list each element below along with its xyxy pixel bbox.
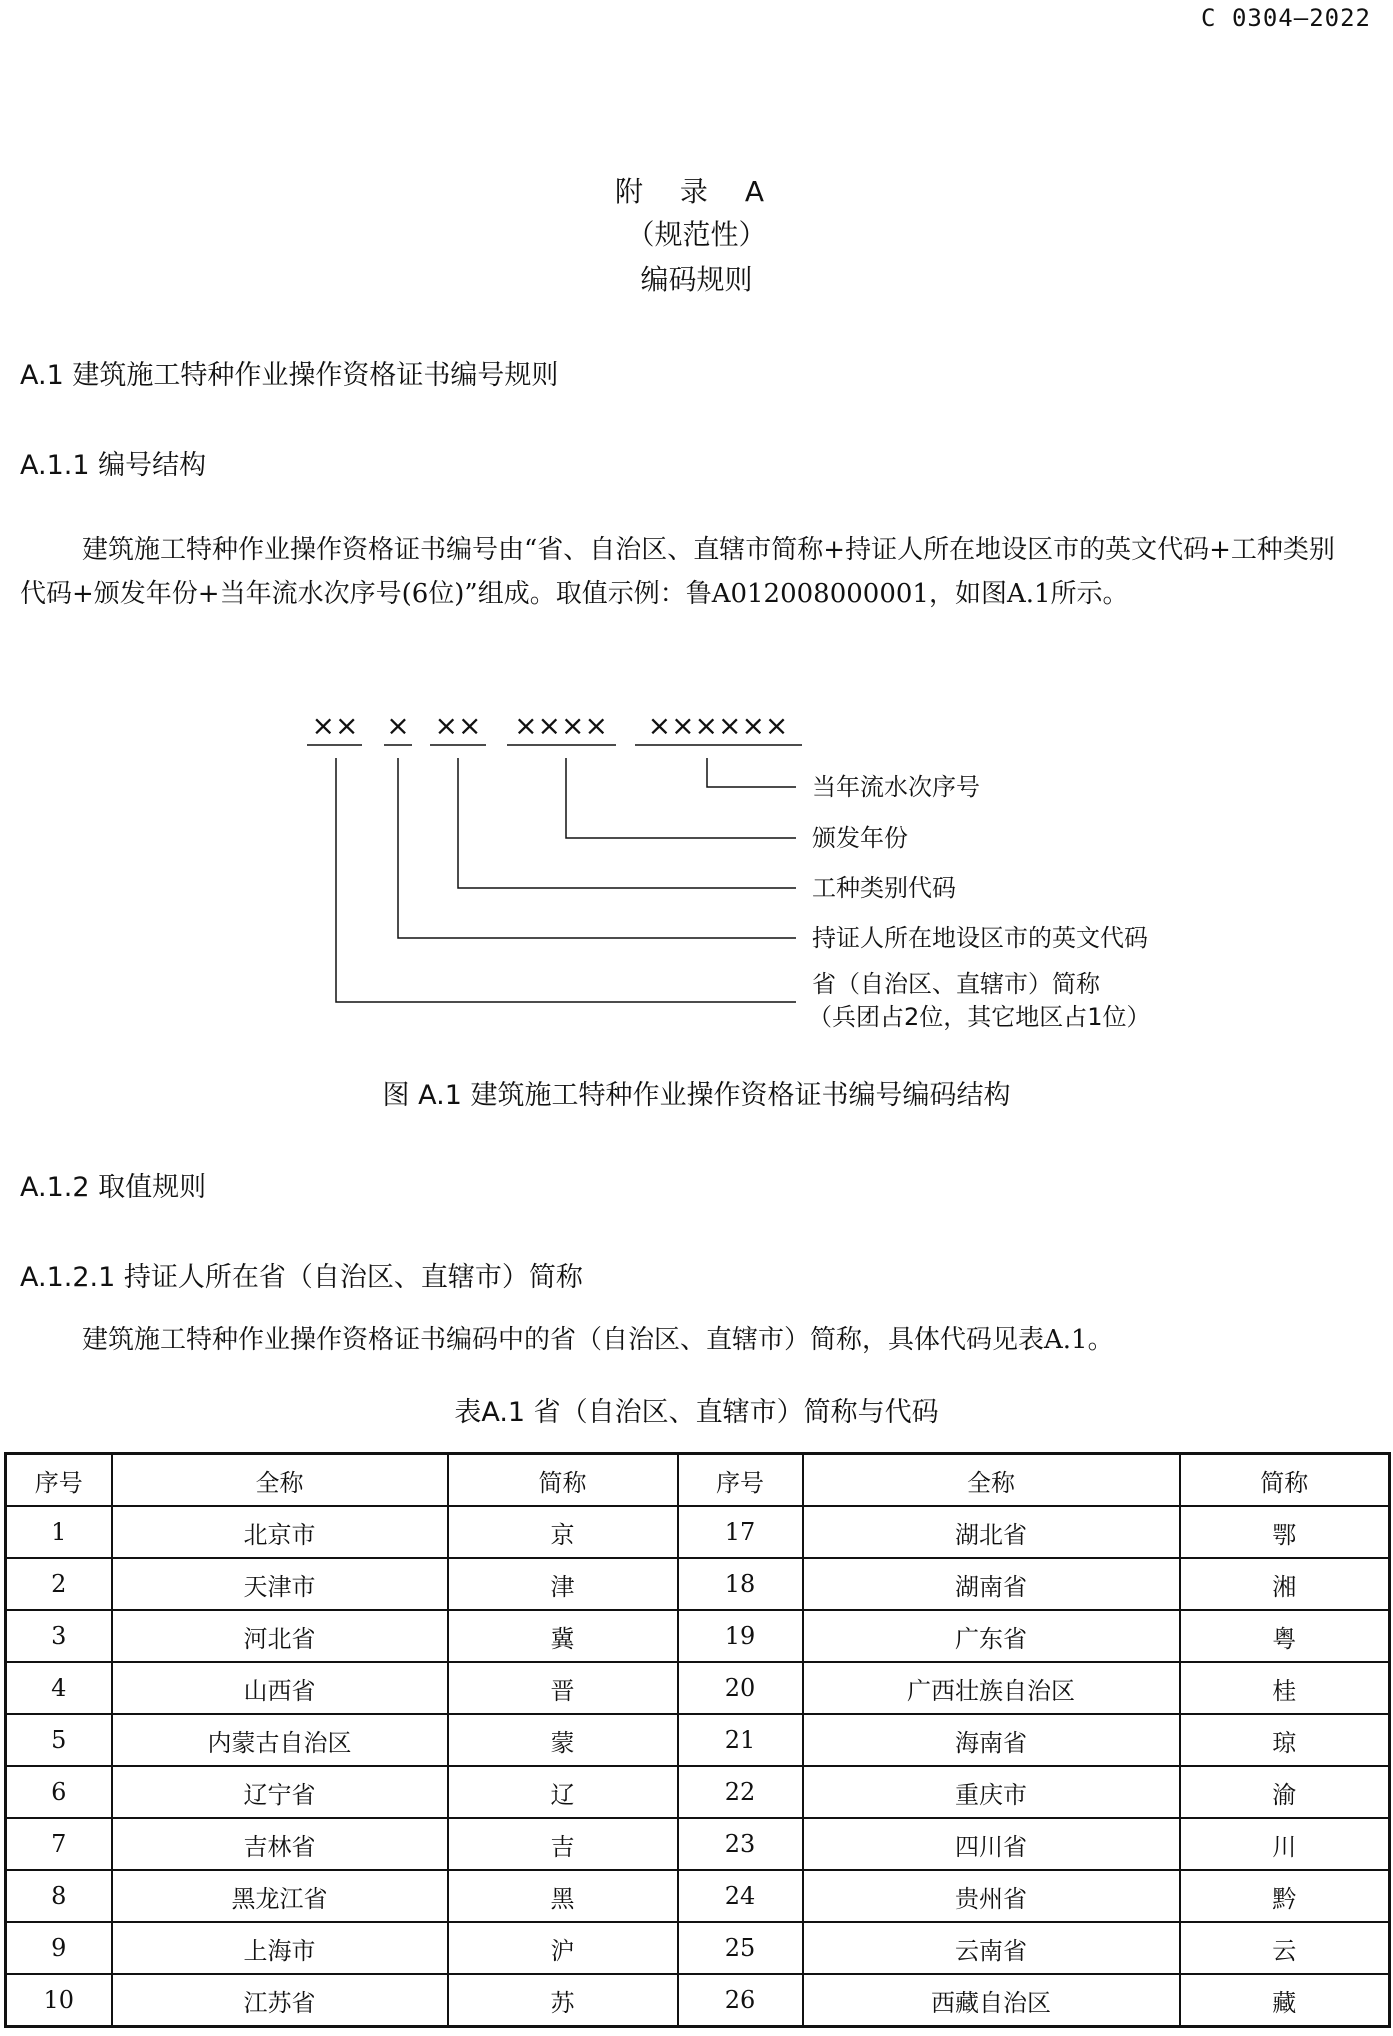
cell-abbrev: 吉 [448,1818,678,1870]
label-province: 省（自治区、直辖市）简称 [812,970,1100,998]
cell-abbrev: 湘 [1180,1558,1390,1610]
cell-full-name: 黑龙江省 [112,1870,448,1922]
cell-abbrev: 琼 [1180,1714,1390,1766]
cell-abbrev: 蒙 [448,1714,678,1766]
table-row [6,1558,1390,1610]
leader-year [566,758,796,838]
cell-abbrev: 桂 [1180,1662,1390,1714]
cell-abbrev: 藏 [1180,1974,1390,2027]
table-row [6,1766,1390,1818]
cell-seq: 18 [678,1558,803,1610]
cell-full-name: 广西壮族自治区 [803,1662,1180,1714]
table-header-row [6,1454,1390,1507]
table-caption: 表A.1 省（自治区、直辖市）简称与代码 [454,1397,939,1428]
province-code-table [4,1452,1391,2028]
leader-serial [707,758,796,787]
cell-abbrev: 川 [1180,1818,1390,1870]
table-row [6,1610,1390,1662]
cell-full-name: 重庆市 [803,1766,1180,1818]
label-serial: 当年流水次序号 [812,773,980,801]
table-row [6,1818,1390,1870]
section-heading-a121: A.1.2.1 持证人所在省（自治区、直辖市）简称 [20,1262,583,1293]
cell-seq: 5 [6,1714,112,1766]
cell-full-name: 四川省 [803,1818,1180,1870]
section-heading-a11: A.1.1 编号结构 [20,450,207,481]
group-trade-marks: ×× [434,709,482,742]
cell-abbrev: 京 [448,1506,678,1558]
figure-caption: 图 A.1 建筑施工特种作业操作资格证书编号编码结构 [382,1080,1011,1111]
label-province-note: （兵团占2位，其它地区占1位） [808,1003,1151,1031]
cell-full-name: 西藏自治区 [803,1974,1180,2027]
label-trade: 工种类别代码 [812,874,956,902]
cell-seq: 20 [678,1662,803,1714]
cell-full-name: 山西省 [112,1662,448,1714]
appendix-name: 编码规则 [640,263,753,296]
header-seq: 序号 [6,1454,112,1507]
table-row [6,1714,1390,1766]
cell-seq: 8 [6,1870,112,1922]
group-serial-marks: ×××××× [647,709,789,742]
header-full-name: 全称 [112,1454,448,1507]
cell-full-name: 河北省 [112,1610,448,1662]
cell-full-name: 云南省 [803,1922,1180,1974]
cell-full-name: 贵州省 [803,1870,1180,1922]
cell-seq: 25 [678,1922,803,1974]
cell-full-name: 内蒙古自治区 [112,1714,448,1766]
cell-seq: 7 [6,1818,112,1870]
document-code: C 0304—2022 [1201,4,1371,32]
group-province-marks: ×× [311,709,359,742]
cell-seq: 2 [6,1558,112,1610]
cell-seq: 1 [6,1506,112,1558]
cell-full-name: 广东省 [803,1610,1180,1662]
numbering-structure-diagram [0,700,1393,1040]
cell-seq: 17 [678,1506,803,1558]
cell-seq: 6 [6,1766,112,1818]
cell-full-name: 江苏省 [112,1974,448,2027]
cell-full-name: 海南省 [803,1714,1180,1766]
cell-seq: 3 [6,1610,112,1662]
table-row [6,1922,1390,1974]
appendix-title: 附 录 A [615,175,778,208]
table-row [6,1870,1390,1922]
cell-full-name: 天津市 [112,1558,448,1610]
header-full-name: 全称 [803,1454,1180,1507]
leader-trade [458,758,796,888]
group-year-marks: ×××× [514,709,608,742]
cell-abbrev: 云 [1180,1922,1390,1974]
cell-full-name: 辽宁省 [112,1766,448,1818]
cell-full-name: 湖南省 [803,1558,1180,1610]
cell-abbrev: 渝 [1180,1766,1390,1818]
table-row [6,1974,1390,2027]
cell-abbrev: 黑 [448,1870,678,1922]
cell-abbrev: 冀 [448,1610,678,1662]
label-year: 颁发年份 [812,824,908,852]
section-heading-a12: A.1.2 取值规则 [20,1172,207,1203]
cell-seq: 4 [6,1662,112,1714]
table-row [6,1506,1390,1558]
cell-full-name: 吉林省 [112,1818,448,1870]
header-seq: 序号 [678,1454,803,1507]
cell-abbrev: 辽 [448,1766,678,1818]
cell-abbrev: 粤 [1180,1610,1390,1662]
cell-seq: 23 [678,1818,803,1870]
group-city-marks: × [386,709,410,742]
cell-abbrev: 苏 [448,1974,678,2027]
cell-abbrev: 沪 [448,1922,678,1974]
cell-abbrev: 鄂 [1180,1506,1390,1558]
cell-abbrev: 黔 [1180,1870,1390,1922]
label-city: 持证人所在地设区市的英文代码 [812,924,1148,952]
section-heading-a1: A.1 建筑施工特种作业操作资格证书编号规则 [20,360,559,391]
cell-seq: 22 [678,1766,803,1818]
cell-full-name: 北京市 [112,1506,448,1558]
cell-full-name: 湖北省 [803,1506,1180,1558]
table-row [6,1662,1390,1714]
cell-seq: 21 [678,1714,803,1766]
cell-abbrev: 晋 [448,1662,678,1714]
header-abbrev: 简称 [1180,1454,1390,1507]
cell-seq: 10 [6,1974,112,2027]
cell-full-name: 上海市 [112,1922,448,1974]
paragraph-province-abbrev: 建筑施工特种作业操作资格证书编码中的省（自治区、直辖市）简称，具体代码见表A.1。 [82,1325,1114,1355]
cell-abbrev: 津 [448,1558,678,1610]
cell-seq: 19 [678,1610,803,1662]
cell-seq: 24 [678,1870,803,1922]
paragraph-numbering-structure: 建筑施工特种作业操作资格证书编号由“省、自治区、直辖市简称+持证人所在地设区市的英文代码+工种类别代码+颁发年份+当年流水次序号(6位)”组成。取值示例：鲁A012008000001，如图A.1所示。 [20,535,1335,609]
header-abbrev: 简称 [448,1454,678,1507]
cell-seq: 26 [678,1974,803,2027]
appendix-nature: （规范性） [626,218,767,251]
cell-seq: 9 [6,1922,112,1974]
